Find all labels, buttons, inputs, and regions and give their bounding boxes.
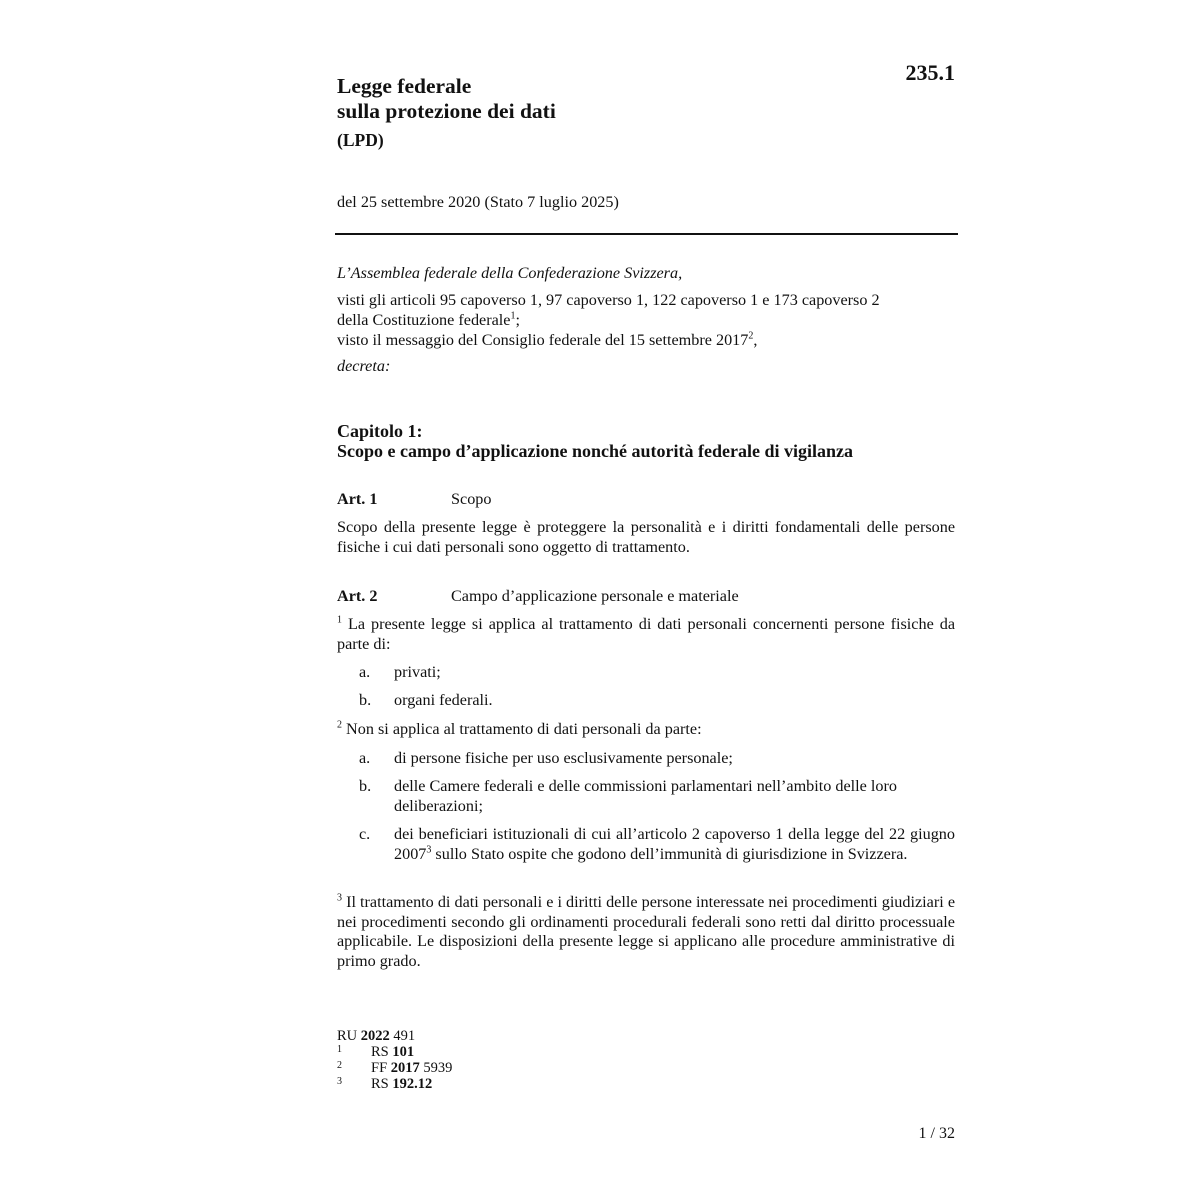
article-2-title: Campo d’applicazione personale e materiale bbox=[451, 587, 739, 605]
article-2-heading bbox=[337, 587, 739, 606]
list-item bbox=[337, 691, 955, 711]
list-item-text-after: sullo Stato ospite che godono dell’immunità di giurisdizione in Svizzera. bbox=[431, 844, 908, 863]
preamble-assembly: L’Assemblea federale della Confederazione Svizzera, bbox=[337, 264, 683, 282]
article-2-number: Art. 2 bbox=[337, 587, 378, 605]
article-1-number: Art. 1 bbox=[337, 490, 378, 508]
paragraph-number-3: 3 bbox=[337, 892, 342, 904]
footnote-ref: 192.12 bbox=[392, 1076, 433, 1092]
document-number: 235.1 bbox=[905, 60, 955, 85]
footnote-prefix: RS bbox=[371, 1044, 389, 1060]
footnote-number: 1 bbox=[337, 1044, 342, 1055]
footnote-3 bbox=[337, 1076, 452, 1092]
list-item-letter: b. bbox=[359, 777, 372, 795]
page-number: 1 / 32 bbox=[918, 1125, 955, 1142]
preamble-visti-line1: visti gli articoli 95 capoverso 1, 97 capoverso 1, 122 capoverso 1 e 173 capoverso 2 bbox=[337, 291, 880, 309]
ru-reference bbox=[337, 1028, 452, 1044]
chapter-label: Capitolo 1: bbox=[337, 421, 423, 441]
list-item-letter: c. bbox=[359, 825, 371, 843]
preamble-visto-text: visto il messaggio del Consiglio federale del 15 settembre 2017 bbox=[337, 331, 749, 349]
paragraph-number-1: 1 bbox=[337, 614, 342, 626]
list-item-text: organi federali. bbox=[394, 691, 493, 709]
footnote-ref-3[interactable]: 3 bbox=[426, 844, 432, 856]
preamble-visti-end: ; bbox=[515, 311, 520, 329]
list-item-letter: b. bbox=[359, 691, 372, 709]
paragraph-3-text: Il trattamento di dati personali e i diritti delle persone interessate nei procedimenti giudiziari e nei procedimenti secondo gli ordinamenti procedurali federali sono retti dal diritto processuale applicabile. Le disposizioni della presente legge si applicano alle procedure amministrative di primo grado. bbox=[337, 893, 956, 970]
paragraph-1-text: La presente legge si applica al trattamento di dati personali concernenti persone fisiche da parte di: bbox=[337, 615, 956, 653]
article-2-paragraph-1 bbox=[337, 615, 955, 654]
footnote-number: 3 bbox=[337, 1076, 342, 1087]
list-item-text: privati; bbox=[394, 663, 441, 681]
footnote-ref-2[interactable]: 2 bbox=[748, 330, 754, 342]
footnote-suffix: 5939 bbox=[423, 1060, 453, 1076]
header-divider bbox=[335, 233, 958, 235]
preamble-visti-line2 bbox=[337, 311, 955, 331]
document-date: del 25 settembre 2020 (Stato 7 luglio 2025) bbox=[337, 193, 619, 211]
list-item bbox=[337, 749, 955, 769]
list-item bbox=[337, 825, 955, 864]
article-1-title: Scopo bbox=[451, 490, 492, 508]
ru-year: 2022 bbox=[360, 1028, 390, 1044]
article-1-text: Scopo della presente legge è proteggere la personalità e i diritti fondamentali delle persone fisiche i cui dati personali sono oggetto di trattamento. bbox=[337, 518, 955, 556]
list-item-text bbox=[394, 825, 955, 864]
footnote-ref: 2017 bbox=[390, 1060, 420, 1076]
footnote-2 bbox=[337, 1060, 452, 1076]
ru-prefix: RU bbox=[337, 1028, 358, 1044]
preamble-visti-text: della Costituzione federale bbox=[337, 311, 511, 329]
list-item bbox=[337, 777, 955, 816]
preamble-visto-line bbox=[337, 331, 955, 351]
article-2-paragraph-3 bbox=[337, 893, 955, 971]
list-item-letter: a. bbox=[359, 749, 371, 767]
document-abbreviation: (LPD) bbox=[337, 130, 384, 150]
paragraph-number-2: 2 bbox=[337, 719, 342, 731]
list-item-text: di persone fisiche per uso esclusivamente personale; bbox=[394, 749, 733, 767]
preamble-visto-end: , bbox=[753, 331, 758, 349]
list-item-text-before: dei beneficiari istituzionali di cui all’articolo 2 capoverso 1 della legge del 22 giugno 2007 bbox=[394, 825, 955, 863]
title-line-1: Legge federale bbox=[337, 74, 472, 98]
paragraph-2-text: Non si applica al trattamento di dati personali da parte: bbox=[346, 720, 702, 738]
chapter-heading bbox=[337, 421, 853, 461]
title-line-2: sulla protezione dei dati bbox=[337, 99, 556, 123]
chapter-title: Scopo e campo d’applicazione nonché autorità federale di vigilanza bbox=[337, 441, 853, 461]
preamble-decreta: decreta: bbox=[337, 357, 391, 375]
list-item bbox=[337, 663, 955, 683]
list-item-letter: a. bbox=[359, 663, 371, 681]
document-title bbox=[337, 74, 556, 124]
list-item-text: delle Camere federali e delle commissioni parlamentari nell’ambito delle loro deliberazioni; bbox=[394, 777, 897, 815]
footnotes bbox=[337, 1028, 452, 1092]
footnote-ref: 101 bbox=[392, 1044, 415, 1060]
article-2-paragraph-2 bbox=[337, 720, 955, 740]
ru-page: 491 bbox=[393, 1028, 416, 1044]
footnote-1 bbox=[337, 1044, 452, 1060]
footnote-number: 2 bbox=[337, 1060, 342, 1071]
footnote-prefix: RS bbox=[371, 1076, 389, 1092]
article-1-heading bbox=[337, 490, 491, 509]
footnote-ref-1[interactable]: 1 bbox=[510, 310, 516, 322]
footnote-prefix: FF bbox=[371, 1060, 388, 1076]
